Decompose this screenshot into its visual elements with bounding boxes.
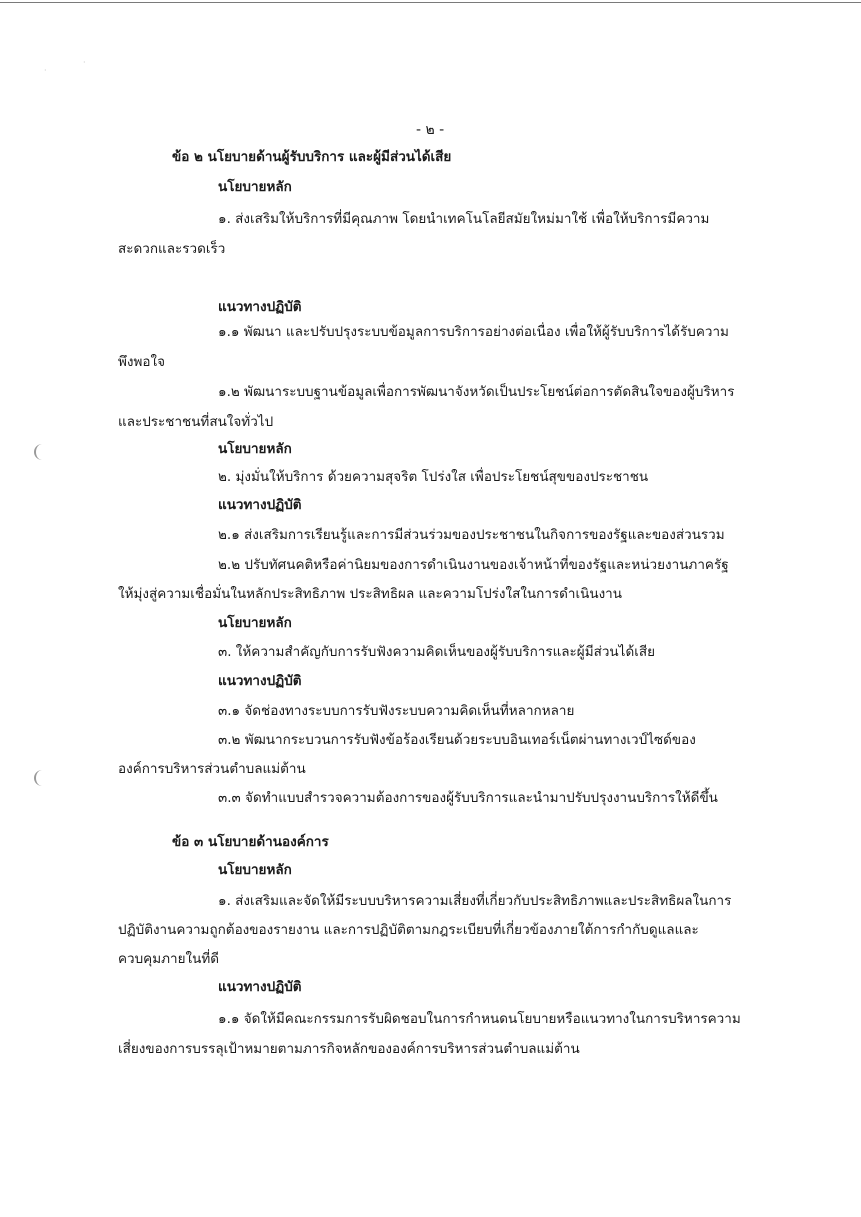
section-heading: ข้อ ๒ นโยบายด้านผู้รับบริการ และผู้มีส่วนได้เสีย <box>172 149 452 165</box>
section-heading: ข้อ ๓ นโยบายด้านองค์การ <box>172 834 329 850</box>
scan-speck: · <box>83 58 86 67</box>
page-number: - ๒ - <box>416 122 445 138</box>
subheading: นโยบายหลัก <box>218 179 292 195</box>
paragraph-line: ๒.๑ ส่งเสริมการเรียนรู้และการมีส่วนร่วมของประชาชนในกิจการของรัฐและของส่วนรวม <box>218 527 725 543</box>
paragraph-line: ๒.๒ ปรับทัศนคติหรือค่านิยมของการดำเนินงานของเจ้าหน้าที่ของรัฐและหน่วยงานภาครัฐ <box>218 557 729 573</box>
paragraph-line: พึงพอใจ <box>118 354 165 370</box>
paragraph-line: ๓. ให้ความสำคัญกับการรับฟังความคิดเห็นของผู้รับบริการและผู้มีส่วนได้เสีย <box>218 644 655 660</box>
scan-speck: · <box>44 66 47 75</box>
paragraph-line: ๑. ส่งเสริมให้บริการที่มีคุณภาพ โดยนำเทคโนโลยีสมัยใหม่มาใช้ เพื่อให้บริการมีความ <box>218 211 710 227</box>
paragraph-line: ๑.๑ จัดให้มีคณะกรรมการรับผิดชอบในการกำหนดนโยบายหรือแนวทางในการบริหารความ <box>218 1011 741 1027</box>
scan-top-edge <box>0 2 861 3</box>
subheading: นโยบายหลัก <box>218 441 292 457</box>
subheading: นโยบายหลัก <box>218 862 292 878</box>
paragraph-line: สะดวกและรวดเร็ว <box>118 241 226 257</box>
paragraph-line: ๒. มุ่งมั่นให้บริการ ด้วยความสุจริต โปร่งใส เพื่อประโยชน์สุขของประชาชน <box>218 469 649 485</box>
paragraph-line: ปฏิบัติงานความถูกต้องของรายงาน และการปฏิบัติตามกฎระเบียบที่เกี่ยวข้องภายใต้การกำกับดูแลและ <box>118 922 699 938</box>
paragraph-line: องค์การบริหารส่วนตำบลแม่ต้าน <box>118 761 306 777</box>
subheading: แนวทางปฏิบัติ <box>218 299 302 315</box>
paragraph-line: เสี่ยงของการบรรลุเป้าหมายตามภารกิจหลักขององค์การบริหารส่วนตำบลแม่ต้าน <box>118 1041 580 1057</box>
paragraph-line: ๓.๒ พัฒนากระบวนการรับฟังข้อร้องเรียนด้วยระบบอินเทอร์เน็ตผ่านทางเวป์ไซด์ของ <box>218 732 696 748</box>
paragraph-line: ๑. ส่งเสริมและจัดให้มีระบบบริหารความเสี่ยงที่เกี่ยวกับประสิทธิภาพและประสิทธิผลในการ <box>218 893 732 909</box>
subheading: แนวทางปฏิบัติ <box>218 673 302 689</box>
paragraph-line: ๓.๓ จัดทำแบบสำรวจความต้องการของผู้รับบริการและนำมาปรับปรุงงานบริการให้ดีขึ้น <box>218 790 718 806</box>
paragraph-line: และประชาชนที่สนใจทั่วไป <box>118 414 274 430</box>
punch-hole-mark <box>34 770 48 786</box>
subheading: แนวทางปฏิบัติ <box>218 979 302 995</box>
subheading: นโยบายหลัก <box>218 615 292 631</box>
paragraph-line: ให้มุ่งสู่ความเชื่อมั่นในหลักประสิทธิภาพ ประสิทธิผล และความโปร่งใสในการดำเนินงาน <box>118 586 622 602</box>
punch-hole-mark <box>34 444 48 460</box>
paragraph-line: ๓.๑ จัดช่องทางระบบการรับฟังระบบความคิดเห็นที่หลากหลาย <box>218 703 575 719</box>
subheading: แนวทางปฏิบัติ <box>218 497 302 513</box>
paragraph-line: ๑.๒ พัฒนาระบบฐานข้อมูลเพื่อการพัฒนาจังหวัดเป็นประโยชน์ต่อการตัดสินใจของผู้บริหาร <box>218 384 735 400</box>
paragraph-line: ๑.๑ พัฒนา และปรับปรุงระบบข้อมูลการบริการอย่างต่อเนื่อง เพื่อให้ผู้รับบริการได้รับความ <box>218 324 729 340</box>
paragraph-line: ควบคุมภายในที่ดี <box>118 951 219 967</box>
